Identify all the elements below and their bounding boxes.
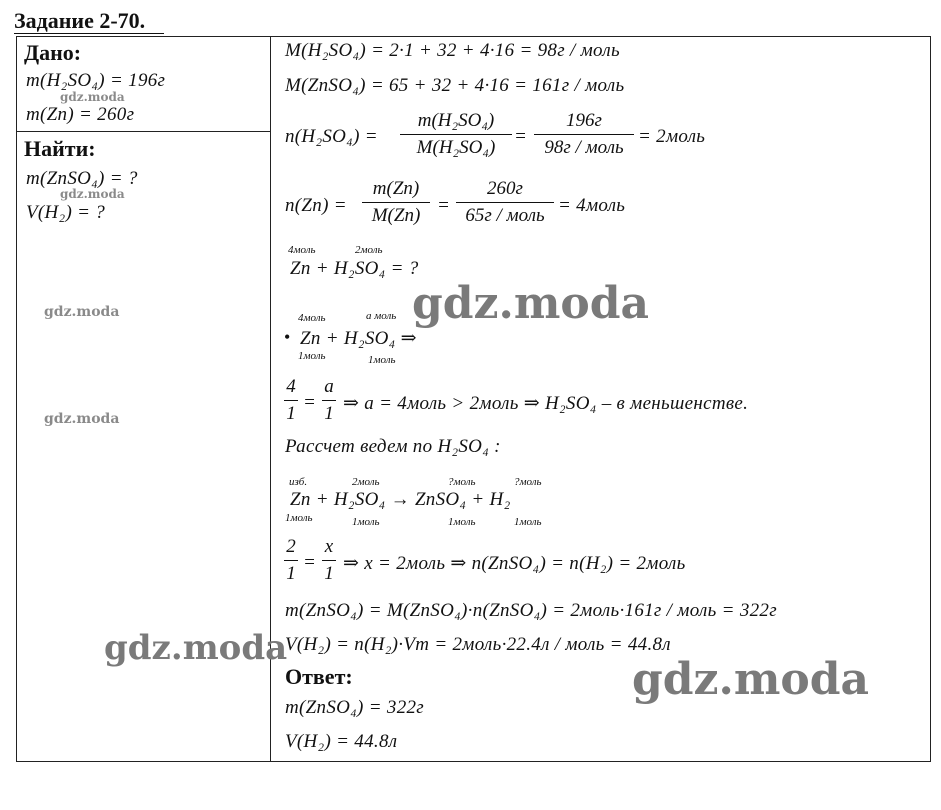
reaction3-equation: Zn + H₂SO₄ → ZnSO₄ + H₂: [290, 489, 511, 510]
equals-sign: =: [514, 126, 528, 147]
fraction-numerator: 260г: [487, 178, 523, 199]
fraction-numerator: x: [324, 536, 334, 557]
reaction2-equation: Zn + H₂SO₄ ⇒: [300, 328, 417, 349]
ratio1-conclusion: ⇒ a = 4моль > 2моль ⇒ H₂SO₄ – в меньшенстве.: [343, 393, 749, 414]
fraction-numerator: 4: [286, 376, 296, 397]
equals-sign: =: [303, 392, 317, 413]
answer-mass-znso4: m(ZnSO₄) = 322г: [285, 697, 425, 718]
n-zn-result: = 4моль: [558, 195, 626, 216]
fraction-bar: [362, 202, 430, 203]
n-zn-fraction-2: [456, 178, 554, 227]
n-h2so4-fraction-2: [534, 110, 634, 159]
reaction1-above-h2so4: 2моль: [355, 244, 383, 256]
reaction2-above-zn: 4моль: [298, 312, 326, 324]
fraction-bar: [456, 202, 554, 203]
watermark: gdz.moda: [632, 654, 870, 705]
answer-header: Ответ:: [285, 664, 353, 689]
ratio2-conclusion: ⇒ x = 2моль ⇒ n(ZnSO₄) = n(H₂) = 2моль: [343, 553, 686, 574]
watermark: gdz.moda: [60, 90, 125, 104]
fraction-bar: [284, 560, 298, 561]
reaction1-equation: Zn + H₂SO₄ = ?: [290, 258, 419, 279]
find-volume-h2: V(H₂) = ?: [26, 202, 106, 223]
given-mass-h2so4: m(H₂SO₄) = 196г: [26, 70, 166, 91]
fraction-denominator: 1: [286, 403, 296, 424]
fraction-bar: [534, 134, 634, 135]
reaction3-below-h2: 1моль: [514, 516, 542, 528]
reaction3-below-h2so4: 1моль: [352, 516, 380, 528]
n-h2so4-result: = 2моль: [638, 126, 706, 147]
title-underline: [14, 33, 164, 34]
answer-volume-h2: V(H₂) = 44.8л: [285, 731, 398, 752]
fraction-numerator: 2: [286, 536, 296, 557]
ratio1-fraction-1: [284, 376, 298, 425]
watermark: gdz.moda: [412, 278, 650, 329]
fraction-numerator: a: [324, 376, 334, 397]
fraction-denominator: 1: [324, 563, 334, 584]
find-mass-znso4: m(ZnSO₄) = ?: [26, 168, 138, 189]
fraction-bar: [284, 400, 298, 401]
bullet-marker: •: [284, 327, 291, 347]
watermark: gdz.moda: [44, 411, 120, 427]
given-mass-zn: m(Zn) = 260г: [26, 104, 135, 125]
molar-mass-znso4: M(ZnSO₄) = 65 + 32 + 4·16 = 161г / моль: [285, 75, 625, 96]
molar-mass-h2so4: M(H₂SO₄) = 2·1 + 32 + 4·16 = 98г / моль: [285, 40, 620, 61]
reaction3-above-zn: изб.: [289, 476, 308, 488]
fraction-numerator: 196г: [566, 110, 602, 131]
fraction-numerator: m(H₂SO₄): [417, 110, 495, 131]
fraction-denominator: 1: [286, 563, 296, 584]
task-title: Задание 2-70.: [14, 8, 146, 33]
fraction-denominator: M(H₂SO₄): [416, 137, 496, 158]
watermark: gdz.moda: [104, 628, 288, 668]
mass-znso4-calc: m(ZnSO₄) = M(ZnSO₄)·n(ZnSO₄) = 2моль·161г / моль = 322г: [285, 600, 777, 621]
ratio1-fraction-2: [322, 376, 336, 425]
given-header: Дано:: [24, 40, 82, 65]
reaction3-below-zn: 1моль: [285, 512, 313, 524]
ratio2-fraction-1: [284, 536, 298, 585]
fraction-bar: [400, 134, 512, 135]
fraction-denominator: 65г / моль: [465, 205, 545, 226]
reaction3-above-znso4: ?моль: [448, 476, 476, 488]
volume-h2-calc: V(H₂) = n(H₂)·Vm = 2моль·22.4л / моль = 44.8л: [285, 634, 671, 655]
reaction3-above-h2so4: 2моль: [352, 476, 380, 488]
reaction2-below-zn: 1моль: [298, 350, 326, 362]
fraction-denominator: 1: [324, 403, 334, 424]
ratio2-fraction-2: [322, 536, 336, 585]
n-h2so4-lhs: n(H₂SO₄) =: [285, 126, 378, 147]
n-zn-lhs: n(Zn) =: [285, 195, 347, 216]
equals-sign: =: [303, 552, 317, 573]
watermark: gdz.moda: [60, 187, 125, 201]
given-find-divider: [16, 131, 270, 132]
n-zn-fraction-1: [362, 178, 430, 227]
fraction-bar: [322, 400, 336, 401]
reaction2-above-h2so4: a моль: [366, 310, 397, 322]
reaction2-below-h2so4: 1моль: [368, 354, 396, 366]
calculation-basis: Рассчет ведем по H₂SO₄ :: [285, 436, 501, 457]
fraction-numerator: m(Zn): [372, 178, 420, 199]
find-header: Найти:: [24, 136, 96, 161]
fraction-denominator: 98г / моль: [544, 137, 624, 158]
reaction3-above-h2: ?моль: [514, 476, 542, 488]
watermark: gdz.moda: [44, 304, 120, 320]
equals-sign: =: [437, 195, 451, 216]
fraction-denominator: M(Zn): [371, 205, 421, 226]
n-h2so4-fraction-1: [400, 110, 512, 159]
reaction1-above-zn: 4моль: [288, 244, 316, 256]
reaction3-below-znso4: 1моль: [448, 516, 476, 528]
fraction-bar: [322, 560, 336, 561]
